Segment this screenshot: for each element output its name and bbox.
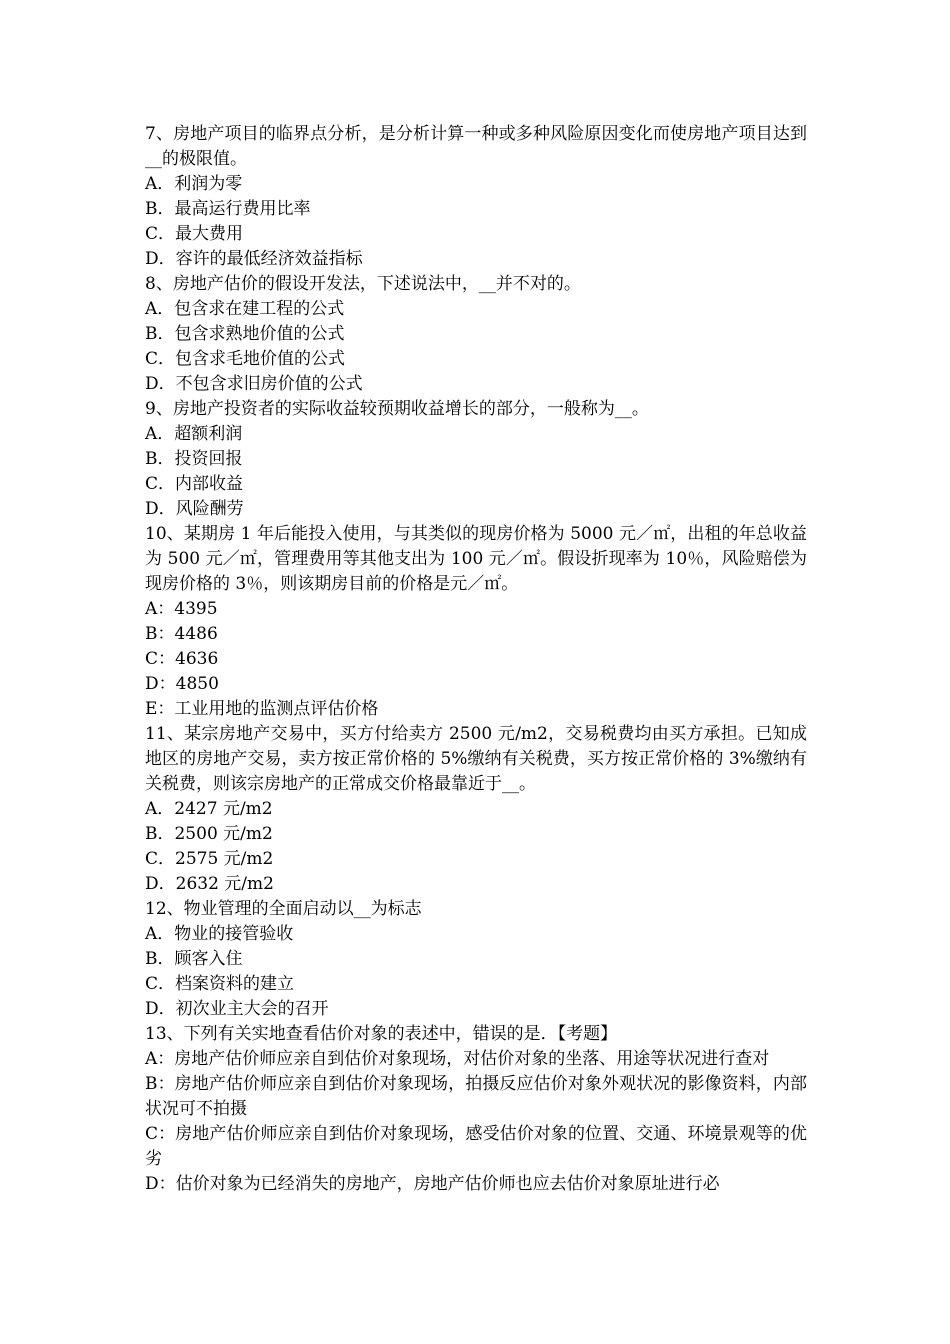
question-11-option-a: A．2427 元/m2 (145, 799, 273, 819)
question-13-option-b: B：房地产估价师应亲自到估价对象现场，拍摄反应估价对象外观状况的影像资料，内部状况可不拍摄 (145, 1074, 807, 1119)
question-12-option-d: D．初次业主大会的召开 (145, 999, 329, 1019)
question-11-stem: 11、某宗房地产交易中，买方付给卖方 2500 元/m2，交易税费均由买方承担。已知成地区的房地产交易，卖方按正常价格的 5%缴纳有关税费，买方按正常价格的 3%缴纳有关税费，则该宗房地产的正常成交价格最靠近于__。 (145, 724, 807, 794)
question-12-stem: 12、物业管理的全面启动以__为标志 (145, 899, 422, 919)
question-10-option-a: A：4395 (145, 599, 218, 619)
question-8-option-a: A．包含求在建工程的公式 (145, 299, 345, 319)
question-7-stem: 7、房地产项目的临界点分析，是分析计算一种或多种风险原因变化而使房地产项目达到__的极限值。 (145, 124, 807, 169)
question-13-option-c: C：房地产估价师应亲自到估价对象现场，感受估价对象的位置、交通、环境景观等的优劣 (145, 1124, 807, 1169)
question-9-option-a: A．超额利润 (145, 424, 243, 444)
question-7-option-d: D．容许的最低经济效益指标 (145, 249, 363, 269)
question-11-option-b: B．2500 元/m2 (145, 824, 273, 844)
question-13-option-a: A：房地产估价师应亲自到估价对象现场，对估价对象的坐落、用途等状况进行查对 (145, 1049, 770, 1069)
question-8-option-c: C．包含求毛地价值的公式 (145, 349, 346, 369)
question-7-option-a: A．利润为零 (145, 174, 243, 194)
question-10-stem: 10、某期房 1 年后能投入使用，与其类似的现房价格为 5000 元／㎡，出租的年总收益为 500 元／㎡，管理费用等其他支出为 100 元／㎡。假设折现率为 10％，风险赔偿为现房价格的 3％，则该期房目前的价格是元／㎡。 (145, 524, 807, 594)
document-body (145, 122, 807, 1197)
question-12-option-b: B．顾客入住 (145, 949, 243, 969)
question-8-option-b: B．包含求熟地价值的公式 (145, 324, 345, 344)
question-10-option-b: B：4486 (145, 624, 218, 644)
question-10-option-d: D：4850 (145, 674, 219, 694)
question-8-option-d: D．不包含求旧房价值的公式 (145, 374, 363, 394)
question-8-stem: 8、房地产估价的假设开发法，下述说法中，__并不对的。 (145, 274, 581, 294)
question-13-option-d: D：估价对象为已经消失的房地产，房地产估价师也应去估价对象原址进行必 (145, 1174, 720, 1194)
question-12-option-a: A．物业的接管验收 (145, 924, 294, 944)
question-9-stem: 9、房地产投资者的实际收益较预期收益增长的部分，一般称为__。 (145, 399, 649, 419)
question-11-option-c: C．2575 元/m2 (145, 849, 274, 869)
question-7-option-c: C．最大费用 (145, 224, 244, 244)
question-7-option-b: B．最高运行费用比率 (145, 199, 311, 219)
question-9-option-d: D．风险酬劳 (145, 499, 244, 519)
question-13-stem: 13、下列有关实地查看估价对象的表述中，错误的是．【考题】 (145, 1024, 618, 1044)
question-10-option-c: C：4636 (145, 649, 219, 669)
question-11-option-d: D．2632 元/m2 (145, 874, 274, 894)
question-9-option-b: B．投资回报 (145, 449, 243, 469)
question-9-option-c: C．内部收益 (145, 474, 244, 494)
question-10-option-e: E：工业用地的监测点评估价格 (145, 699, 379, 719)
question-12-option-c: C．档案资料的建立 (145, 974, 295, 994)
